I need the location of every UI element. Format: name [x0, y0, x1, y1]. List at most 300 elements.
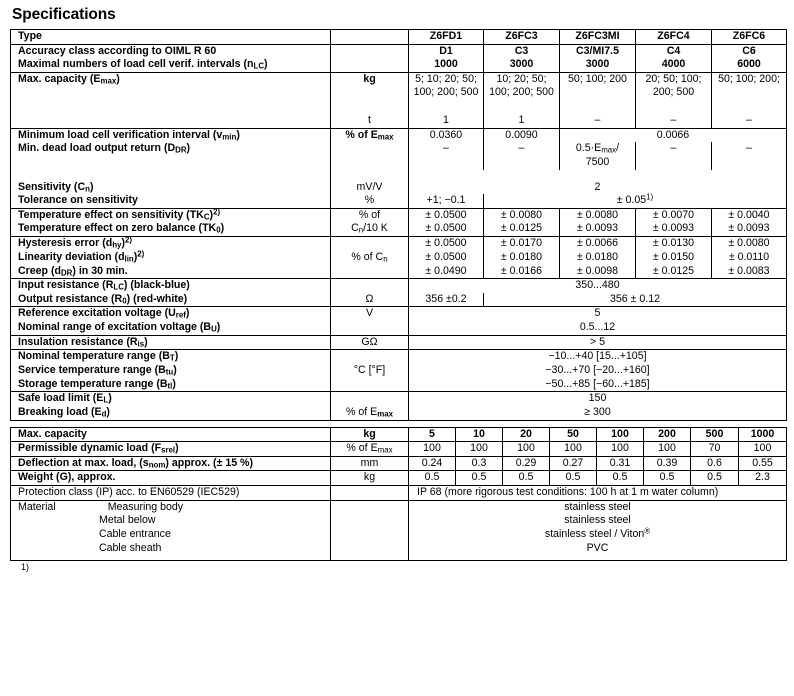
vmin-label-part1: Minimum load cell verification interval (v: [18, 128, 223, 141]
material-item-measuring-body: Measuring body: [107, 500, 184, 513]
tkc-z6fd1: ± 0.0500: [409, 208, 484, 222]
hysteresis-z6fd1: ± 0.0500: [409, 237, 484, 251]
vmin-z6fc3: 0.0090: [484, 128, 560, 142]
table-row-tkc: [11, 208, 787, 222]
intervals-z6fc3: 3000: [484, 58, 560, 72]
table-row-accuracy-class: [11, 44, 787, 58]
bt-label-part2: ): [174, 350, 179, 363]
output-res-label-part2: ) (red-white): [126, 292, 188, 305]
breaking-load-label-part1: Breaking load (E: [18, 405, 102, 418]
unit-cell-btl: [331, 378, 409, 392]
material-value-metal-below: stainless steel: [409, 514, 787, 528]
insulation-label-subscript: is: [137, 339, 145, 349]
material-item-metal-below-cell: Metal below: [11, 514, 331, 528]
unit-cell-hysteresis: [331, 237, 409, 251]
deflection-1000: 0.55: [739, 456, 787, 471]
input-resistance-value: 350...480: [409, 279, 787, 293]
safe-load-label-part2: ): [108, 392, 112, 405]
dynamic-load-label-subscript: srel: [161, 445, 176, 455]
table-row-ddr: [11, 142, 787, 169]
unit-cell-material-2: [331, 514, 409, 528]
max-capacity-t-z6fc3mi: –: [560, 114, 636, 128]
tk0-label-subscript: 0: [216, 226, 221, 236]
max-capacity-t-z6fd1: 1: [409, 114, 484, 128]
tkc-unit-per10k: /10 K: [363, 222, 388, 235]
unit-cell-mvv: mV/V: [331, 170, 409, 195]
vmin-label-subscript: min: [222, 132, 237, 142]
tkc-label-footnote: 2): [213, 207, 221, 217]
dynamic-load-50: 100: [550, 442, 597, 457]
max-capacity-label-part1: Max. capacity (E: [18, 72, 101, 85]
btu-label-part1: Service temperature range (B: [18, 363, 166, 376]
unit-cell-accuracy: [331, 44, 409, 58]
max-capacity-kg-z6fc4: 20; 50; 100; 200; 500: [636, 72, 712, 114]
table-row-btu: [11, 364, 787, 378]
ddr-formula-prefix: 0.5·E: [575, 142, 602, 155]
row-label-accuracy-class: Accuracy class according to OIML R 60: [11, 44, 331, 58]
input-res-label-subscript: LC: [113, 282, 124, 292]
unit-cell-mm: mm: [331, 456, 409, 471]
table-row-sensitivity: [11, 170, 787, 195]
row-label-bottom-capacity: Max. capacity: [11, 427, 331, 442]
ddr-z6fc3: –: [484, 142, 560, 169]
col-header-z6fd1: Z6FD1: [409, 30, 484, 45]
verif-label-subscript: LC: [253, 61, 265, 71]
unit-cell-percent-1: %: [331, 194, 409, 208]
tk0-z6fc3mi: ± 0.0093: [560, 222, 636, 236]
dynamic-load-500: 70: [691, 442, 739, 457]
deflection-label-subscript: nom: [148, 460, 166, 470]
unit-cell-bottom-kg: kg: [331, 427, 409, 442]
unit-cell-material-3: [331, 528, 409, 542]
row-label-tk0: [11, 222, 331, 236]
unit-cell-ohm: [331, 279, 409, 293]
row-label-linearity: [11, 251, 331, 265]
btl-label-part1: Storage temperature range (B: [18, 377, 168, 390]
accuracy-class-z6fd1: D1: [409, 44, 484, 58]
weight-200: 0.5: [644, 471, 691, 486]
table-row-creep: [11, 265, 787, 279]
capacity-col-500: 500: [691, 427, 739, 442]
capacity-col-5: 5: [409, 427, 456, 442]
dynamic-load-200: 100: [644, 442, 691, 457]
tkc-unit-cn: C: [351, 222, 359, 235]
uref-value: 5: [409, 307, 787, 321]
intervals-z6fc6: 6000: [712, 58, 787, 72]
tk0-z6fc6: ± 0.0093: [712, 222, 787, 236]
tkc-label-subscript: C: [203, 212, 210, 222]
material-item-cable-sheath-cell: Cable sheath: [11, 542, 331, 560]
weight-10: 0.5: [456, 471, 503, 486]
table-row-vmin: [11, 128, 787, 142]
dynamic-load-100: 100: [597, 442, 644, 457]
dynamic-load-label-part1: Permissible dynamic load (F: [18, 442, 162, 455]
material-value-cable-entrance-text: stainless steel / Viton: [544, 528, 645, 541]
material-value-cable-sheath: PVC: [409, 542, 787, 560]
weight-500: 0.5: [691, 471, 739, 486]
dynamic-load-label-part2: ): [175, 442, 179, 455]
max-capacity-kg-z6fc3: 10; 20; 50; 100; 200; 500: [484, 72, 560, 114]
deflection-10: 0.3: [456, 456, 503, 471]
bt-value: −10...+40 [15...+105]: [409, 350, 787, 364]
unit-cell-intervals: [331, 58, 409, 72]
safe-load-unit-part1: % of E: [345, 405, 378, 418]
table-row-linearity: [11, 251, 787, 265]
weight-50: 0.5: [550, 471, 597, 486]
row-label-vmin: [11, 128, 331, 142]
vmin-remaining: 0.0066: [560, 128, 787, 142]
deflection-500: 0.6: [691, 456, 739, 471]
hysteresis-label-subscript: hy: [112, 240, 122, 250]
unit-cell-ddr: [331, 142, 409, 169]
row-label-protection-class: Protection class (IP) acc. to EN60529 (IEC529): [11, 485, 331, 500]
output-res-label-subscript: 0: [122, 296, 127, 306]
weight-20: 0.5: [503, 471, 550, 486]
row-label-type: Type: [11, 30, 331, 45]
viton-registered-icon: ®: [644, 526, 651, 536]
verif-label-part2: ): [264, 58, 268, 71]
deflection-label-part2: ) approx. (± 15 %): [165, 456, 253, 469]
creep-z6fc6: ± 0.0083: [712, 265, 787, 279]
safe-load-label-subscript: L: [103, 396, 109, 406]
table-row-hysteresis: [11, 237, 787, 251]
dynamic-load-20: 100: [503, 442, 550, 457]
row-label-btu: [11, 364, 331, 378]
creep-z6fc3: ± 0.0166: [484, 265, 560, 279]
linearity-label-footnote: 2): [137, 249, 145, 259]
table-row-material-1: [11, 500, 787, 514]
linearity-z6fd1: ± 0.0500: [409, 251, 484, 265]
output-resistance-remaining: 356 ± 0.12: [484, 293, 787, 307]
max-capacity-kg-z6fc6: 50; 100; 200;: [712, 72, 787, 114]
unit-cell-percent-emax-2: [331, 406, 409, 420]
ddr-formula-slash: /: [616, 142, 620, 155]
row-label-bu: [11, 321, 331, 335]
dynamic-load-1000: 100: [739, 442, 787, 457]
ddr-label-subscript: DR: [175, 146, 187, 156]
intervals-z6fc4: 4000: [636, 58, 712, 72]
dynamic-load-10: 100: [456, 442, 503, 457]
row-label-verif-intervals: [11, 58, 331, 72]
table-row-dynamic-load: [11, 442, 787, 457]
unit-cell-celsius-fahrenheit: °C [°F]: [331, 364, 409, 378]
uref-label-part2: ): [185, 307, 190, 320]
row-label-hysteresis: [11, 237, 331, 251]
intervals-z6fc3mi: 3000: [560, 58, 636, 72]
table-row-breaking-load: [11, 406, 787, 420]
weight-1000: 2.3: [739, 471, 787, 486]
row-label-weight: Weight (G), approx.: [11, 471, 331, 486]
col-header-z6fc4: Z6FC4: [636, 30, 712, 45]
table-row-btl: [11, 378, 787, 392]
sensitivity-value: 2: [409, 170, 787, 195]
hysteresis-label-part1: Hysteresis error (d: [18, 237, 113, 250]
accuracy-class-z6fc3: C3: [484, 44, 560, 58]
insulation-value: > 5: [409, 335, 787, 350]
unit-cell-weight-kg: kg: [331, 471, 409, 486]
row-label-tolerance: Tolerance on sensitivity: [11, 194, 331, 208]
unit-cell-material-4: [331, 542, 409, 560]
footnote-marker: 1): [21, 561, 30, 572]
table-row-bt: [11, 350, 787, 364]
input-res-label-part1: Input resistance (R: [18, 279, 114, 292]
linearity-z6fc3mi: ± 0.0180: [560, 251, 636, 265]
ddr-formula-subscript: max: [601, 146, 617, 156]
tkc-unit-subscript: n: [358, 226, 364, 236]
table-row-tk0: [11, 222, 787, 236]
row-label-creep: [11, 265, 331, 279]
table-row-max-capacity-kg: [11, 72, 787, 114]
material-value-cable-entrance: [409, 528, 787, 542]
verif-label-part1: Maximal numbers of load cell verif. intervals (n: [18, 58, 254, 71]
row-label-material: [11, 500, 331, 514]
table-row-max-capacity-t: [11, 114, 787, 128]
unit-cell-ohm-symbol: Ω: [331, 293, 409, 307]
row-label-insulation: [11, 335, 331, 350]
capacity-col-100: 100: [597, 427, 644, 442]
table-row-material-3: [11, 528, 787, 542]
weight-5: 0.5: [409, 471, 456, 486]
material-item-cable-entrance-cell: Cable entrance: [11, 528, 331, 542]
capacity-col-10: 10: [456, 427, 503, 442]
insulation-label-part2: ): [144, 335, 148, 348]
unit-cell-gohm: GΩ: [331, 335, 409, 350]
linearity-label-part1: Linearity deviation (d: [18, 250, 125, 263]
ddr-label-part1: Min. dead load output return (D: [18, 142, 176, 155]
tkc-z6fc6: ± 0.0040: [712, 208, 787, 222]
max-capacity-label-subscript: max: [100, 76, 117, 86]
hysteresis-z6fc3mi: ± 0.0066: [560, 237, 636, 251]
tolerance-footnote-marker: 1): [646, 192, 654, 202]
safe-load-unit-subscript: max: [377, 409, 393, 419]
ddr-z6fc4: –: [636, 142, 712, 169]
max-capacity-t-z6fc6: –: [712, 114, 787, 128]
capacity-col-20: 20: [503, 427, 550, 442]
ddr-label-part2: ): [186, 142, 191, 155]
table-row-type: [11, 30, 787, 45]
max-capacity-t-z6fc4: –: [636, 114, 712, 128]
page-title: Specifications: [12, 6, 116, 23]
uref-label-subscript: ref: [175, 311, 186, 321]
btu-label-part2: ): [173, 363, 177, 376]
creep-label-subscript: DR: [60, 268, 73, 278]
tk0-z6fd1: ± 0.0500: [409, 222, 484, 236]
tolerance-z6fd1: +1; −0.1: [409, 194, 484, 208]
row-label-deflection: [11, 456, 331, 471]
creep-z6fc3mi: ± 0.0098: [560, 265, 636, 279]
bu-label-subscript: U: [211, 324, 217, 334]
col-header-z6fc3mi: Z6FC3MI: [560, 30, 636, 45]
bu-label-part2: ): [216, 321, 221, 333]
table-row-output-resistance: [11, 293, 787, 307]
row-label-max-capacity: [11, 72, 331, 114]
tkc-label-part2: ): [209, 208, 214, 221]
linearity-label-subscript: lin: [124, 254, 134, 264]
ddr-formula-line2: 7500: [585, 156, 610, 169]
weight-100: 0.5: [597, 471, 644, 486]
table-row-safe-load: [11, 392, 787, 406]
tkc-z6fc3mi: ± 0.0080: [560, 208, 636, 222]
insulation-label-part1: Insulation resistance (R: [18, 335, 138, 348]
deflection-20: 0.29: [503, 456, 550, 471]
accuracy-class-z6fc6: C6: [712, 44, 787, 58]
table-row-tolerance: [11, 194, 787, 208]
col-header-z6fc3: Z6FC3: [484, 30, 560, 45]
accuracy-class-z6fc4: C4: [636, 44, 712, 58]
row-label-breaking-load: [11, 406, 331, 420]
row-label-max-capacity-t: [11, 114, 331, 128]
btu-label-subscript: tu: [165, 367, 174, 377]
creep-z6fc4: ± 0.0125: [636, 265, 712, 279]
tk0-z6fc4: ± 0.0093: [636, 222, 712, 236]
dynamic-load-unit-subscript: max: [377, 445, 393, 455]
vmin-z6fd1: 0.0360: [409, 128, 484, 142]
vmin-label-part2: ): [236, 128, 240, 141]
linearity-z6fc4: ± 0.0150: [636, 251, 712, 265]
creep-label-part1: Creep (d: [18, 264, 61, 277]
max-capacity-kg-z6fc3mi: 50; 100; 200: [560, 72, 636, 114]
row-label-uref: [11, 307, 331, 321]
row-label-safe-load: [11, 392, 331, 406]
ddr-z6fc6: –: [712, 142, 787, 169]
tolerance-remaining: [484, 194, 787, 208]
hysteresis-label-footnote: 2): [124, 235, 132, 245]
unit-cell-kg: kg: [331, 72, 409, 114]
protection-class-value: IP 68 (more rigorous test conditions: 100 h at 1 m water column): [409, 485, 787, 500]
dynamic-load-5: 100: [409, 442, 456, 457]
btu-value: −30...+70 [−20...+160]: [409, 364, 787, 378]
deflection-50: 0.27: [550, 456, 597, 471]
row-label-dynamic-load: [11, 442, 331, 457]
hysteresis-z6fc4: ± 0.0130: [636, 237, 712, 251]
creep-label-part2: ) in 30 min.: [72, 264, 128, 277]
safe-load-label-part1: Safe load limit (E: [18, 392, 104, 405]
vmin-unit-part1: % of E: [345, 128, 378, 141]
col-header-z6fc6: Z6FC6: [712, 30, 787, 45]
capacity-col-200: 200: [644, 427, 691, 442]
linearity-z6fc3: ± 0.0180: [484, 251, 560, 265]
tkc-label-part1: Temperature effect on sensitivity (TK: [18, 208, 204, 221]
bt-label-part1: Nominal temperature range (B: [18, 350, 170, 363]
vmin-unit-subscript: max: [377, 132, 394, 142]
unit-cell-creep: [331, 265, 409, 279]
hysteresis-z6fc6: ± 0.0080: [712, 237, 787, 251]
output-res-label-part1: Output resistance (R: [18, 292, 123, 305]
breaking-load-value: ≥ 300: [409, 406, 787, 420]
bu-label-part1: Nominal range of excitation voltage (B: [18, 321, 212, 333]
table-row-bu: [11, 321, 787, 335]
btl-value: −50...+85 [−60...+185]: [409, 378, 787, 392]
btl-label-subscript: tl: [167, 381, 173, 391]
unit-cell-t: t: [331, 114, 409, 128]
unit-cell-percent-cn: [331, 251, 409, 265]
hysteresis-label-part2: ): [121, 237, 125, 250]
unit-cell-material-1: [331, 500, 409, 514]
tkc-z6fc4: ± 0.0070: [636, 208, 712, 222]
max-capacity-label-part2: ): [116, 72, 120, 85]
unit-cell-protection: [331, 485, 409, 500]
ddr-z6fd1: –: [409, 142, 484, 169]
row-label-ddr: [11, 142, 331, 169]
table-row-uref: [11, 307, 787, 321]
accuracy-class-z6fc3mi: C3/MI7.5: [560, 44, 636, 58]
table-row-input-resistance: [11, 279, 787, 293]
capacity-details-table: [10, 427, 787, 561]
unit-cell-percent-cn10k-line1: % of: [331, 208, 409, 222]
unit-cell-safe-load: [331, 392, 409, 406]
breaking-load-label-subscript: d: [101, 409, 107, 419]
row-label-output-resistance: [11, 293, 331, 307]
unit-cell-bt: [331, 350, 409, 364]
output-resistance-z6fd1: 356 ±0.2: [409, 293, 484, 307]
sensitivity-label-part2: ): [89, 180, 94, 193]
input-res-label-part2: ) (black-blue): [123, 279, 190, 292]
row-label-tkc: [11, 208, 331, 222]
row-label-input-resistance: [11, 279, 331, 293]
capacity-col-1000: 1000: [739, 427, 787, 442]
linearity-unit-part1: % of C: [351, 250, 384, 263]
tk0-label-part1: Temperature effect on zero balance (TK: [18, 222, 217, 235]
max-capacity-t-z6fc3: 1: [484, 114, 560, 128]
table-row-bottom-capacity: [11, 427, 787, 442]
specifications-table: [10, 29, 787, 421]
table-row-insulation: [11, 335, 787, 350]
unit-cell-dynamic-load: [331, 442, 409, 457]
deflection-label-part1: Deflection at max. load, (s: [18, 456, 149, 469]
unit-cell-percent-emax-1: [331, 128, 409, 142]
intervals-z6fd1: 1000: [409, 58, 484, 72]
ddr-formula-line1: [563, 142, 632, 156]
tk0-label-part2: ): [220, 222, 225, 235]
linearity-unit-subscript: n: [383, 254, 388, 264]
tk0-z6fc3: ± 0.0125: [484, 222, 560, 236]
row-label-sensitivity: [11, 170, 331, 195]
max-capacity-kg-z6fd1: 5; 10; 20; 50; 100; 200; 500: [409, 72, 484, 114]
capacity-col-50: 50: [550, 427, 597, 442]
material-value-measuring-body: stainless steel: [409, 500, 787, 514]
table-row-deflection: [11, 456, 787, 471]
linearity-z6fc6: ± 0.0110: [712, 251, 787, 265]
creep-z6fd1: ± 0.0490: [409, 265, 484, 279]
unit-cell-percent-cn10k-line2: [331, 222, 409, 236]
deflection-100: 0.31: [597, 456, 644, 471]
sensitivity-label-subscript: n: [85, 184, 90, 194]
tolerance-value-text: ± 0.05: [616, 194, 647, 207]
uref-label-part1: Reference excitation voltage (U: [18, 307, 176, 320]
btl-label-part2: ): [172, 377, 176, 390]
deflection-200: 0.39: [644, 456, 691, 471]
table-row-material-2: [11, 514, 787, 528]
table-row-material-4: [11, 542, 787, 560]
unit-cell-bu: [331, 321, 409, 335]
tkc-z6fc3: ± 0.0080: [484, 208, 560, 222]
ddr-z6fc3mi: [560, 142, 636, 169]
sensitivity-label-part1: Sensitivity (C: [18, 180, 86, 193]
dynamic-load-unit-part1: % of E: [346, 442, 378, 455]
row-label-bt: [11, 350, 331, 364]
table-row-verif-intervals: [11, 58, 787, 72]
bt-label-subscript: T: [169, 353, 175, 363]
deflection-5: 0.24: [409, 456, 456, 471]
unit-cell-type: [331, 30, 409, 45]
material-label-text: Material: [18, 500, 56, 513]
breaking-load-label-part2: ): [106, 405, 110, 418]
table-row-protection-class: [11, 485, 787, 500]
table-row-weight: [11, 471, 787, 486]
safe-load-value: 150: [409, 392, 787, 406]
unit-cell-volt: V: [331, 307, 409, 321]
linearity-label-part2: ): [133, 250, 138, 263]
